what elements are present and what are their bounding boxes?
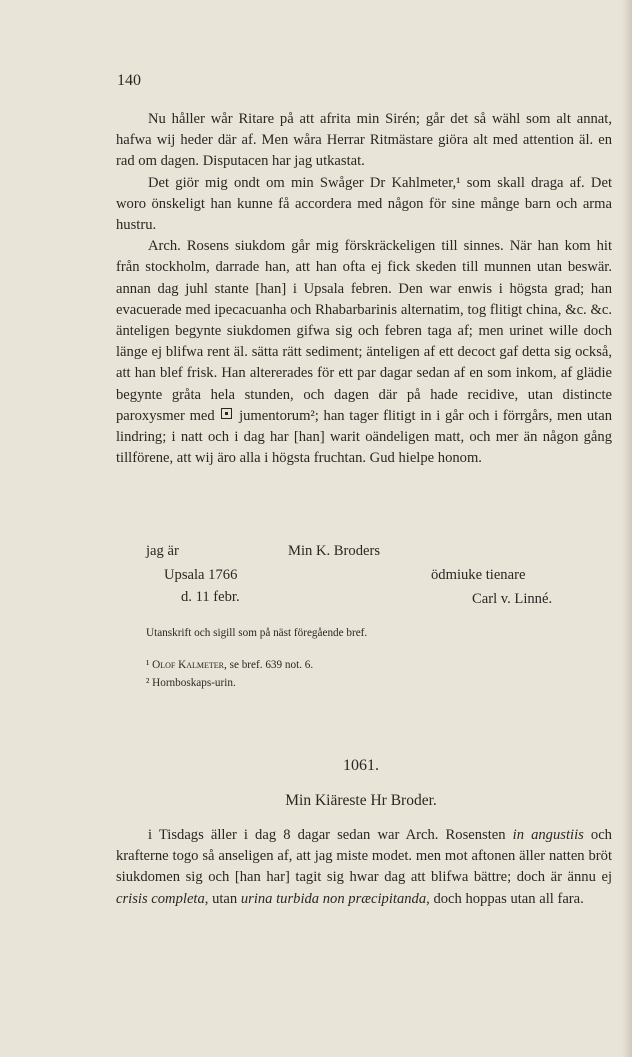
closing-line: Min K. Broders: [288, 543, 381, 559]
paragraph-text: , utan: [204, 890, 241, 907]
paragraph-text: Arch. Rosens siukdom går mig förskräckeligen till sinnes. När han kom hit från stockholm, darrade han, att han ofta ej fick skeden till munnen utan beswär. annan dag juhl stante [han] i Upsala febren. Den war enwis i högsta grad; han evacuerade med ipecacuanha och Rhabarbarinis alternatim, tog flitigt china, &c. &c. änteligen begynte siukdomen gifwa sig och febren taga af; men urinet wille doch länge ej blifwa rent äl. sätta rätt sediment; änteligen af ett decoct gaf detta sig också, att han blef frisk. Han altererades för ett par dagar sedan af en som inkom, af glädie begynte gråta hela stunden, och dagen där på hade recidive, utan distincte paroxysmer med: [116, 238, 612, 424]
footnote: [146, 675, 236, 691]
latin-phrase: urina turbida non præcipitanda: [240, 890, 427, 907]
letter-place: Upsala 1766: [164, 567, 238, 583]
closing-line: jag är: [146, 543, 179, 559]
page-number: 140: [117, 72, 141, 89]
paragraph-text: jumentorum²; han tager flitigt in i går och i förrgårs, men utan lindring; i natt och i dag har [han] warit oändeligen matt, och mer än någon gång tillförene, att wij äro alla i högsta fruchtan. Gud hielpe honom.: [116, 407, 612, 467]
footnote-text: , se bref. 639 not. 6.: [224, 659, 314, 671]
paragraph: [116, 236, 612, 469]
footnote-mark: ¹: [146, 659, 150, 671]
urine-symbol-icon: [221, 408, 232, 419]
paragraph-text: i Tisdags äller i dag 8 dagar sedan war Arch. Rosensten: [148, 827, 513, 843]
letter-1060-body: [116, 109, 612, 469]
editor-note: Utanskrift och sigill som på näst föregående bref.: [146, 627, 368, 639]
paragraph: Nu håller wår Ritare på att afrita min Sirén; går det så wähl som alt annat, hafwa wij heder där af. Men wåra Herrar Ritmästare giöra alt med attention äl. en rad om dagen. Disputacen har jag utkastat.: [116, 111, 612, 170]
footnote: [146, 657, 313, 673]
letter-date: d. 11 febr.: [181, 589, 240, 605]
paragraph: Det giör mig ondt om min Swåger Dr Kahlmeter,¹ som skall draga af. Det woro önskeligt han kunne få accordera med någon för sine månge barn och arma hustru.: [116, 174, 612, 234]
paragraph-text: , doch hoppas utan all fara.: [426, 890, 584, 907]
latin-phrase: crisis completa: [116, 890, 205, 907]
page-edge-shadow: [622, 0, 632, 1057]
footnote-person: Olof Kalmeter: [152, 659, 224, 671]
footnote-text: Hornboskaps-urin.: [152, 677, 236, 689]
closing-line: ödmiuke tienare: [431, 567, 526, 583]
salutation: Min Kiäreste Hr Broder.: [285, 792, 437, 809]
paragraph: [116, 825, 612, 910]
paragraph-text: och krafterne togo så anseligen af, att jag miste modet. men mot aftonen äller natten bröt siukdomen sig och [han har] tagit sig hwar dag att blifwa bättre; doch är ännu ej: [116, 827, 612, 886]
letter-1061-body: [116, 825, 612, 910]
letter-number: 1061.: [343, 757, 379, 774]
footnote-mark: ²: [146, 677, 150, 689]
latin-phrase: in angustiis: [512, 827, 584, 843]
signature: Carl v. Linné.: [472, 591, 553, 607]
